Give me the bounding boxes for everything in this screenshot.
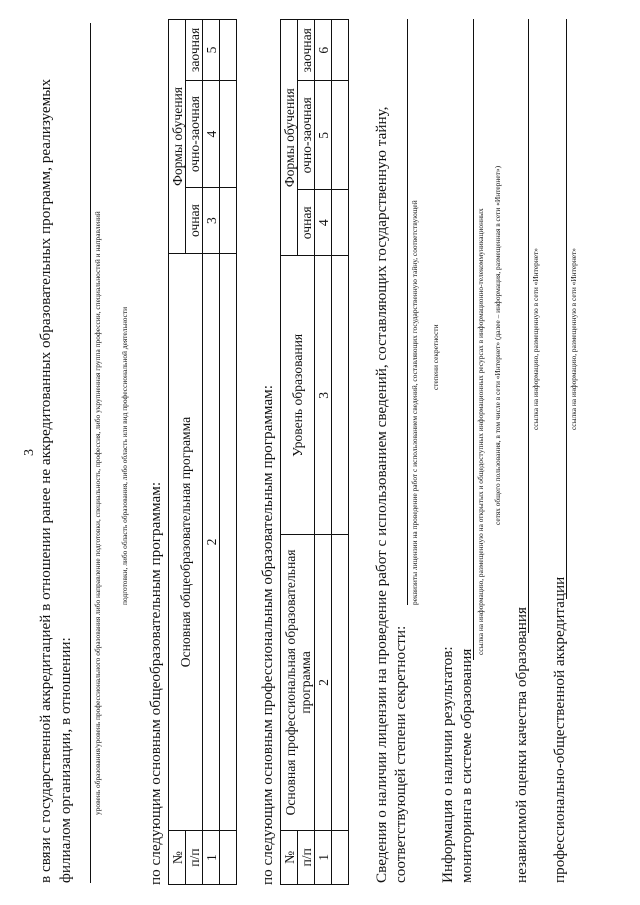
- license-caption-2: степени секретности: [431, 324, 440, 390]
- column-number: 2: [203, 253, 220, 830]
- column-number: 3: [203, 188, 220, 253]
- level-caption-1: уровень образования/уровень профессионального образования либо направление подготовки, специальность, профессия, либо укрупненная группа профессии, специальностей и направлений: [93, 211, 102, 815]
- intro-line-2: филиалом организации, в отношении:: [57, 637, 74, 883]
- col-level-header: Уровень образования: [281, 256, 315, 535]
- column-number: 6: [315, 20, 332, 81]
- column-number: 2: [315, 535, 332, 830]
- public-accreditation-label: профессионально-общественной аккредитации: [551, 576, 568, 883]
- col-mixed-header: очно-заочная: [186, 80, 203, 188]
- independent-fill-line: [528, 19, 529, 633]
- col-distance-header: заочная: [186, 20, 203, 81]
- monitoring-fill-line: [473, 19, 474, 660]
- col-forms-header: Формы обучения: [169, 20, 186, 254]
- license-fill-line: [407, 19, 408, 605]
- column-number: 4: [203, 80, 220, 188]
- professional-programs-table: [280, 19, 349, 885]
- general-programs-heading: по следующим основным общеобразовательным программам:: [147, 481, 164, 885]
- col-no-header-2: п/п: [298, 830, 315, 884]
- public-accreditation-caption: ссылка на информацию, размещенную в сети «Интернет»: [569, 248, 578, 430]
- license-line-2: соответствующей степени секретности:: [392, 625, 409, 883]
- page-number: 3: [22, 449, 37, 456]
- general-programs-table: [168, 19, 237, 885]
- monitoring-caption-2: сетях общего пользования, в том числе в сети «Интернет» (далее – информация, размещенная в сети «Интернет»): [493, 165, 502, 525]
- column-number: 3: [315, 256, 332, 535]
- col-program-header: Основная общеобразовательная программа: [169, 253, 203, 830]
- table-row-empty: [220, 831, 237, 885]
- independent-label: независимой оценки качества образования: [513, 606, 530, 883]
- column-number: 4: [315, 190, 332, 256]
- professional-programs-heading: по следующим основным профессиональным образовательным программам:: [259, 384, 276, 885]
- col-distance-header: заочная: [298, 20, 315, 81]
- column-number: 5: [315, 81, 332, 190]
- col-forms-header: Формы обучения: [281, 20, 298, 256]
- column-number: 5: [203, 20, 220, 81]
- level-caption-2: подготовки, либо область образования, либо область или вид профессиональной деятельности: [120, 306, 129, 605]
- public-accreditation-fill-line: [566, 19, 567, 599]
- col-fulltime-header: очная: [298, 190, 315, 256]
- col-program-header: Основная профессиональная образовательная программа: [281, 535, 315, 830]
- col-no-header: №: [169, 831, 186, 885]
- column-number: 1: [315, 830, 332, 884]
- license-line-1: Сведения о наличии лицензии на проведение работ с использованием сведений, составляющих государственную тайну,: [373, 106, 390, 883]
- monitoring-caption-1: ссылка на информацию, размещенную на открытых и общедоступных информационных ресурсах в информационно-телекоммуникационных: [476, 208, 485, 655]
- monitoring-label: мониторинга в системе образования: [458, 648, 475, 883]
- license-caption-1: реквизиты лицензии на проведение работ с использованием сведений, составляющих государственную тайну, соответствующей: [410, 200, 419, 605]
- independent-caption: ссылка на информацию, размещенную в сети «Интернет»: [531, 248, 540, 430]
- intro-line-1: в связи с государственной аккредитацией в отношении ранее не аккредитованных образовательных программ, реализуемых: [37, 78, 54, 883]
- results-heading: Информация о наличии результатов:: [439, 646, 456, 883]
- col-mixed-header: очно-заочная: [298, 81, 315, 190]
- level-fill-line: [90, 23, 91, 883]
- col-no-header-2: п/п: [186, 831, 203, 885]
- col-no-header: №: [281, 830, 298, 884]
- table-row-empty: [332, 830, 349, 884]
- col-fulltime-header: очная: [186, 188, 203, 253]
- column-number: 1: [203, 831, 220, 885]
